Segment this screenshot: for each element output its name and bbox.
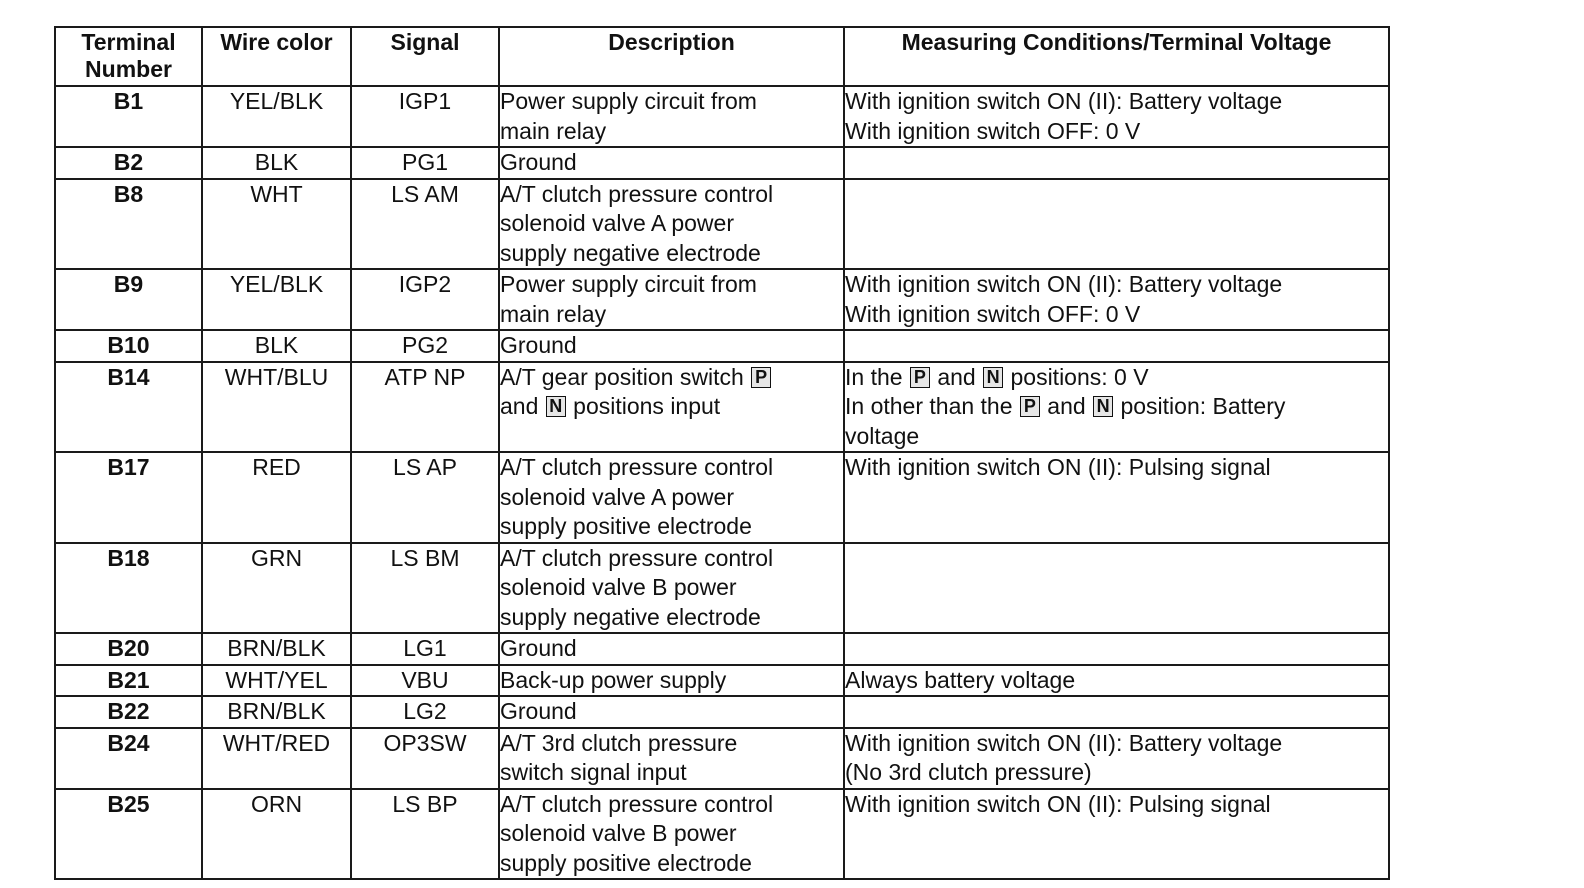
terminal-number: B2 xyxy=(113,149,144,175)
terminal-number: B14 xyxy=(107,363,150,390)
wire-color: WHT/RED xyxy=(222,729,331,756)
terminal-number-cell xyxy=(55,452,202,543)
gear-position-key-icon: N xyxy=(546,396,566,417)
wire-color: GRN xyxy=(250,544,303,571)
signal-name: LG2 xyxy=(403,698,447,724)
gear-position-key-icon: P xyxy=(1020,396,1040,417)
signal-cell xyxy=(351,633,499,665)
table-row xyxy=(55,696,1389,728)
wire-color-cell xyxy=(202,665,351,697)
measuring-line: With ignition switch OFF: 0 V xyxy=(845,117,1141,144)
measuring-cell xyxy=(844,147,1389,179)
table-row xyxy=(55,86,1389,147)
measuring-cell xyxy=(844,269,1389,330)
description-line: supply positive electrode xyxy=(500,849,752,876)
description-line: Ground xyxy=(500,635,577,661)
wire-color: ORN xyxy=(250,790,303,817)
terminal-number: B10 xyxy=(107,332,150,358)
description-line: supply positive electrode xyxy=(500,513,752,539)
description-line: A/T clutch pressure control xyxy=(500,454,774,480)
description-line: switch signal input xyxy=(500,759,687,785)
terminal-number-cell xyxy=(55,86,202,147)
wire-color-cell xyxy=(202,696,351,728)
signal-name: LS BM xyxy=(390,544,460,571)
table-row xyxy=(55,269,1389,330)
description-line: Power supply circuit from xyxy=(500,271,757,297)
wire-color: BLK xyxy=(254,332,299,358)
signal-name: VBU xyxy=(401,666,449,693)
description-line: Power supply circuit from xyxy=(500,88,757,114)
signal-name: LS AM xyxy=(391,180,459,207)
signal-name: PG1 xyxy=(401,149,449,175)
measuring-cell xyxy=(844,362,1389,453)
description-line: supply negative electrode xyxy=(500,603,761,630)
measuring-cell xyxy=(844,452,1389,543)
description-cell xyxy=(499,269,844,330)
description-line: Back-up power supply xyxy=(500,666,727,693)
header-wire-color: Wire color xyxy=(202,27,351,86)
table-row xyxy=(55,330,1389,362)
wire-color: YEL/BLK xyxy=(229,88,324,114)
wire-color: YEL/BLK xyxy=(229,271,324,297)
measuring-line xyxy=(845,422,1388,452)
wire-color: BLK xyxy=(254,149,299,175)
gear-position-key-icon: N xyxy=(1093,396,1113,417)
header-measuring: Measuring Conditions/Terminal Voltage xyxy=(844,27,1389,86)
terminal-number: B24 xyxy=(107,729,150,756)
description-cell xyxy=(499,147,844,179)
measuring-cell xyxy=(844,86,1389,147)
description-cell xyxy=(499,362,844,453)
wire-color: WHT/BLU xyxy=(224,363,329,390)
measuring-line: (No 3rd clutch pressure) xyxy=(845,759,1092,785)
header-description: Description xyxy=(499,27,844,86)
signal-name: LG1 xyxy=(403,635,447,661)
table-row xyxy=(55,789,1389,880)
description-line: solenoid valve A power xyxy=(500,210,734,236)
description-line: main relay xyxy=(500,300,607,327)
terminal-number-cell xyxy=(55,362,202,453)
terminal-table-sheet xyxy=(54,26,1388,880)
description-cell xyxy=(499,633,844,665)
terminal-number-cell xyxy=(55,665,202,697)
signal-cell xyxy=(351,543,499,634)
measuring-cell xyxy=(844,728,1389,789)
measuring-line: With ignition switch ON (II): Pulsing signal xyxy=(845,790,1271,817)
description-line xyxy=(500,392,843,422)
signal-name: LS AP xyxy=(393,454,457,480)
measuring-cell xyxy=(844,543,1389,634)
description-line: Ground xyxy=(500,698,577,724)
signal-name: PG2 xyxy=(401,332,449,358)
signal-name: OP3SW xyxy=(383,729,467,756)
wire-color: BRN/BLK xyxy=(227,635,326,661)
wire-color-cell xyxy=(202,86,351,147)
table-row xyxy=(55,362,1389,453)
cell-text: position: Battery xyxy=(1120,393,1286,419)
wire-color-cell xyxy=(202,543,351,634)
table-body xyxy=(55,86,1389,879)
cell-text: voltage xyxy=(845,422,920,449)
signal-cell xyxy=(351,665,499,697)
signal-cell xyxy=(351,362,499,453)
header-terminal-line1: Terminal xyxy=(81,29,176,55)
signal-cell xyxy=(351,789,499,880)
wire-color-cell xyxy=(202,789,351,880)
terminal-number-cell xyxy=(55,269,202,330)
terminal-number: B25 xyxy=(107,790,150,817)
description-line: Ground xyxy=(500,332,577,358)
terminal-number: B18 xyxy=(107,544,150,571)
cell-text: and xyxy=(937,363,976,390)
gear-position-key-icon: N xyxy=(983,367,1003,388)
terminal-number-cell xyxy=(55,633,202,665)
cell-text: In other than the xyxy=(845,393,1013,419)
signal-name: IGP2 xyxy=(398,271,452,297)
description-cell xyxy=(499,789,844,880)
signal-cell xyxy=(351,179,499,270)
description-line: solenoid valve A power xyxy=(500,483,734,510)
terminal-number-cell xyxy=(55,696,202,728)
wire-color: RED xyxy=(252,454,301,480)
wire-color-cell xyxy=(202,147,351,179)
signal-name: IGP1 xyxy=(398,88,452,114)
header-terminal-number xyxy=(55,27,202,86)
terminal-number: B1 xyxy=(113,88,144,114)
wire-color: WHT/YEL xyxy=(225,666,328,693)
terminal-number: B20 xyxy=(107,635,150,661)
terminal-number-cell xyxy=(55,330,202,362)
wire-color-cell xyxy=(202,633,351,665)
terminal-number: B22 xyxy=(107,698,150,724)
measuring-cell xyxy=(844,789,1389,880)
wire-color-cell xyxy=(202,452,351,543)
header-terminal-line2: Number xyxy=(85,56,172,82)
signal-cell xyxy=(351,86,499,147)
cell-text: In the xyxy=(845,363,903,390)
signal-cell xyxy=(351,269,499,330)
table-row xyxy=(55,452,1389,543)
header-signal: Signal xyxy=(351,27,499,86)
terminal-number-cell xyxy=(55,179,202,270)
terminal-number-cell xyxy=(55,543,202,634)
measuring-line: With ignition switch ON (II): Battery voltage xyxy=(845,729,1283,756)
signal-cell xyxy=(351,452,499,543)
measuring-cell xyxy=(844,696,1389,728)
description-line: supply negative electrode xyxy=(500,239,761,266)
description-line: solenoid valve B power xyxy=(500,574,737,600)
table-row xyxy=(55,728,1389,789)
table-row xyxy=(55,147,1389,179)
measuring-cell xyxy=(844,633,1389,665)
table-row xyxy=(55,543,1389,634)
measuring-line: With ignition switch OFF: 0 V xyxy=(845,300,1141,327)
measuring-cell xyxy=(844,179,1389,270)
description-line: main relay xyxy=(500,117,607,144)
terminal-number-cell xyxy=(55,728,202,789)
gear-position-key-icon: P xyxy=(751,367,771,388)
terminal-number: B9 xyxy=(113,271,144,297)
measuring-line: With ignition switch ON (II): Battery voltage xyxy=(845,271,1283,297)
signal-name: LS BP xyxy=(392,790,458,817)
cell-text: and xyxy=(500,393,539,419)
wire-color: WHT xyxy=(250,180,303,207)
terminal-table xyxy=(54,26,1390,880)
terminal-number: B8 xyxy=(113,180,144,207)
signal-cell xyxy=(351,696,499,728)
signal-cell xyxy=(351,330,499,362)
description-cell xyxy=(499,330,844,362)
description-line: A/T clutch pressure control xyxy=(500,544,774,571)
terminal-number: B17 xyxy=(107,454,150,480)
measuring-cell xyxy=(844,665,1389,697)
description-cell xyxy=(499,728,844,789)
description-line xyxy=(500,363,843,393)
measuring-line xyxy=(845,363,1388,393)
description-line: A/T clutch pressure control xyxy=(500,790,774,817)
wire-color-cell xyxy=(202,362,351,453)
description-line: A/T 3rd clutch pressure xyxy=(500,729,738,756)
description-line: solenoid valve B power xyxy=(500,820,737,846)
description-cell xyxy=(499,696,844,728)
terminal-number: B21 xyxy=(107,666,150,693)
cell-text: and xyxy=(1047,393,1086,419)
cell-text: positions: 0 V xyxy=(1010,363,1149,390)
cell-text: positions input xyxy=(573,393,721,419)
measuring-line: With ignition switch ON (II): Pulsing signal xyxy=(845,454,1271,480)
signal-cell xyxy=(351,728,499,789)
description-cell xyxy=(499,179,844,270)
terminal-number-cell xyxy=(55,789,202,880)
wire-color: BRN/BLK xyxy=(227,698,326,724)
signal-cell xyxy=(351,147,499,179)
terminal-number-cell xyxy=(55,147,202,179)
wire-color-cell xyxy=(202,269,351,330)
measuring-line: Always battery voltage xyxy=(845,666,1076,693)
measuring-line: With ignition switch ON (II): Battery voltage xyxy=(845,88,1283,114)
wire-color-cell xyxy=(202,330,351,362)
table-row xyxy=(55,665,1389,697)
description-cell xyxy=(499,543,844,634)
description-line: A/T clutch pressure control xyxy=(500,180,774,207)
wire-color-cell xyxy=(202,728,351,789)
wire-color-cell xyxy=(202,179,351,270)
description-cell xyxy=(499,665,844,697)
gear-position-key-icon: P xyxy=(910,367,930,388)
measuring-line xyxy=(845,392,1388,422)
description-line: Ground xyxy=(500,149,577,175)
header-row xyxy=(55,27,1389,86)
measuring-cell xyxy=(844,330,1389,362)
description-cell xyxy=(499,452,844,543)
table-row xyxy=(55,633,1389,665)
cell-text: A/T gear position switch xyxy=(500,363,744,390)
table-row xyxy=(55,179,1389,270)
signal-name: ATP NP xyxy=(384,363,466,390)
description-cell xyxy=(499,86,844,147)
